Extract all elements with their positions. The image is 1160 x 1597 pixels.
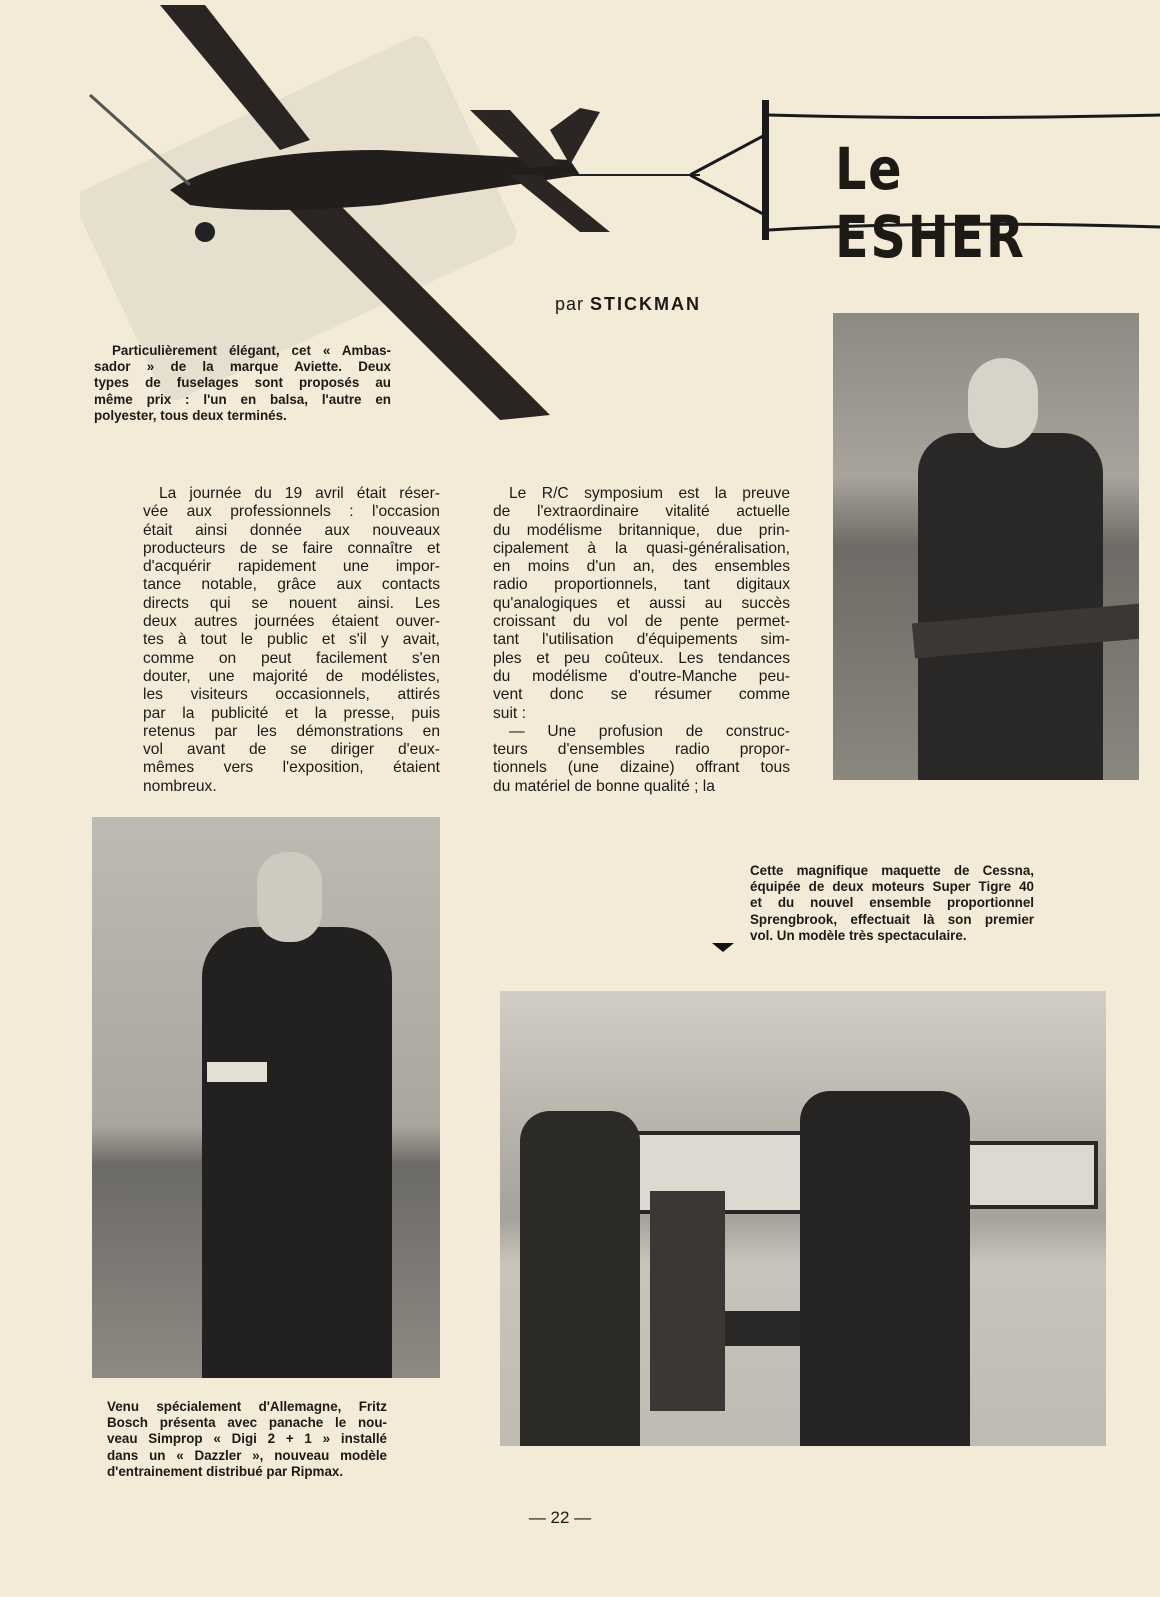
text-line: tant l'utilisation d'équipements sim-: [493, 631, 790, 649]
text-line: tes à tout le public et s'il y avait,: [143, 631, 440, 649]
text-line: du matériel de bonne qualité ; la: [493, 777, 715, 795]
text-line: de l'extraordinaire vitalité actuelle: [493, 503, 790, 521]
text-line: était ainsi donnée aux nouveaux: [143, 521, 440, 539]
text-line: cipalement à la quasi-généralisation,: [493, 539, 790, 557]
text-line: Sprengbrook, effectuait là son premier: [750, 911, 1034, 927]
text-line: et du nouvel ensemble proportionnel: [750, 895, 1034, 911]
caption-bosch: [107, 1399, 387, 1480]
caption-ambassador: [94, 343, 391, 424]
text-line: d'acquérir rapidement une impor-: [143, 558, 440, 576]
text-line: croissant du vol de pente permet-: [493, 613, 790, 631]
text-line: polyester, tous deux terminés.: [94, 407, 287, 423]
caption-pointer-icon: [712, 943, 734, 952]
text-line: teurs d'ensembles radio propor-: [493, 741, 790, 759]
text-line: Le R/C symposium est la preuve: [509, 485, 790, 502]
photo-cessna-model: [500, 991, 1106, 1446]
text-line: tance notable, grâce aux contacts: [143, 576, 440, 594]
page-number: — 22 —: [528, 1508, 592, 1527]
text-line: La journée du 19 avril était réser-: [159, 485, 440, 502]
text-line: — Une profusion de construc-: [509, 722, 790, 740]
text-line: Cette magnifique maquette de Cessna,: [750, 863, 1034, 878]
text-line: les visiteurs occasionnels, attirés: [143, 686, 440, 704]
text-line: vol avant de se diriger d'eux-: [143, 741, 440, 759]
byline-author: STICKMAN: [590, 294, 702, 314]
photo-man-with-model: [833, 313, 1139, 780]
text-line: équipée de deux moteurs Super Tigre 40: [750, 879, 1034, 895]
text-line: sador » de la marque Aviette. Deux: [94, 359, 391, 375]
text-line: douter, une majorité de modélistes,: [143, 667, 440, 685]
text-line: d'entrainement distribué par Ripmax.: [107, 1463, 344, 1479]
text-column-middle: [493, 485, 790, 796]
text-line: mêmes vers l'exposition, étaient: [143, 759, 440, 777]
text-line: même prix : l'un en balsa, l'autre en: [94, 391, 391, 407]
text-line: du modélisme britannique, due prin-: [493, 521, 790, 539]
text-line: dans un « Dazzler », nouveau modèle: [107, 1447, 387, 1463]
text-line: par la publicité et la presse, puis: [143, 704, 440, 722]
article-title: Le ESHER: [835, 135, 1026, 271]
text-line: veau Simprop « Digi 2 + 1 » installé: [107, 1431, 387, 1447]
text-line: Particulièrement élégant, cet « Ambas-: [112, 343, 391, 358]
text-line: Bosch présenta avec panache le nou-: [107, 1415, 387, 1431]
text-line: qu'analogiques et aussi au succès: [493, 594, 790, 612]
text-line: vent donc se résumer comme: [493, 686, 790, 704]
text-line: tionnels (une dizaine) offrant tous: [493, 759, 790, 777]
byline-prefix: par: [555, 294, 585, 314]
text-line: deux autres journées étaient ouver-: [143, 613, 440, 631]
caption-cessna: [750, 863, 1034, 944]
text-line: nombreux.: [143, 777, 217, 795]
text-line: radio proportionnels, tant digitaux: [493, 576, 790, 594]
text-line: vée aux professionnels : l'occasion: [143, 503, 440, 521]
byline: [555, 294, 701, 315]
text-column-left: [143, 485, 440, 796]
text-line: producteurs de se faire connaître et: [143, 539, 440, 557]
text-line: vol. Un modèle très spectaculaire.: [750, 927, 967, 943]
text-line: du modélisme d'outre-Manche peu-: [493, 667, 790, 685]
photo-fritz-bosch: [92, 817, 440, 1378]
text-line: directs qui se nouent ainsi. Les: [143, 594, 440, 612]
text-line: ples et peu coûteux. Les tendances: [493, 649, 790, 667]
text-line: types de fuselages sont proposés au: [94, 375, 391, 391]
text-line: Venu spécialement d'Allemagne, Fritz: [107, 1399, 387, 1414]
text-line: en moins d'un an, des ensembles: [493, 558, 790, 576]
text-line: comme on peut facilement s'en: [143, 649, 440, 667]
text-line: retenus par les démonstrations en: [143, 722, 440, 740]
text-line: suit :: [493, 704, 526, 722]
